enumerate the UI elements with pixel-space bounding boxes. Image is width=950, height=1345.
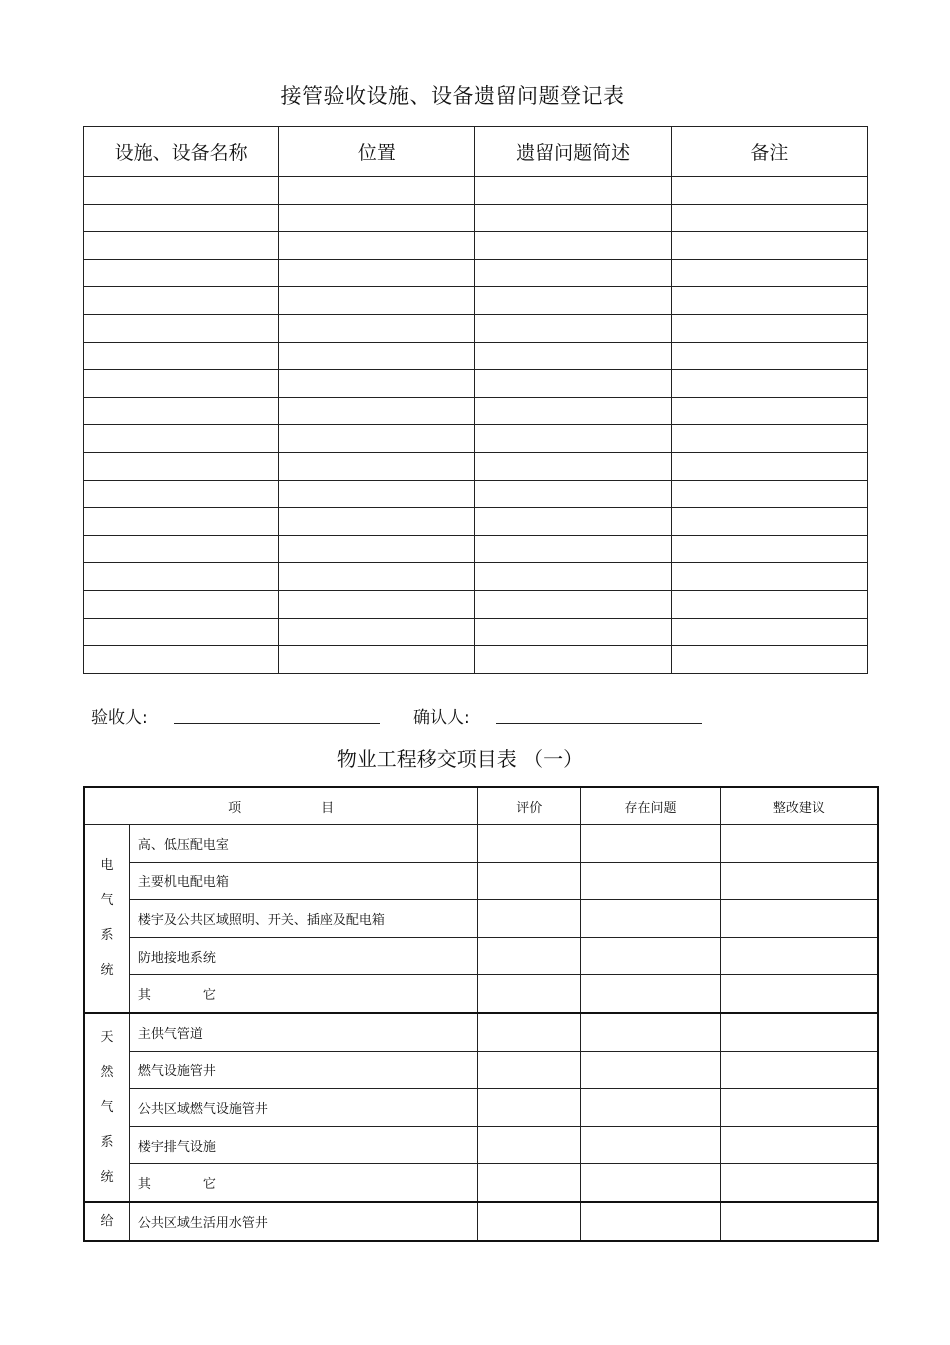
table-cell[interactable]	[279, 452, 475, 480]
table-cell[interactable]	[671, 204, 867, 232]
table-cell[interactable]	[84, 618, 279, 646]
suggestions-cell[interactable]	[720, 900, 878, 938]
problems-cell[interactable]	[581, 862, 721, 900]
table-row	[84, 975, 878, 1013]
category-cell	[84, 825, 129, 1013]
table-cell[interactable]	[671, 590, 867, 618]
table-cell[interactable]	[279, 232, 475, 260]
table-cell[interactable]	[279, 590, 475, 618]
table-cell[interactable]	[475, 590, 671, 618]
suggestions-cell[interactable]	[720, 825, 878, 863]
table-cell[interactable]	[279, 480, 475, 508]
table-cell[interactable]	[279, 563, 475, 591]
item-label: 公共区域生活用水管井	[129, 1202, 477, 1241]
table-cell[interactable]	[279, 397, 475, 425]
inspector-label: 验收人:	[91, 708, 148, 728]
inspector-signature-line[interactable]	[174, 723, 380, 724]
table-cell[interactable]	[84, 646, 279, 674]
header-location: 位置	[279, 127, 475, 177]
suggestions-cell[interactable]	[720, 1051, 878, 1089]
suggestions-cell[interactable]	[720, 1164, 878, 1202]
table-row	[84, 480, 868, 508]
table-cell[interactable]	[475, 535, 671, 563]
table-row	[84, 508, 868, 536]
table-cell[interactable]	[84, 590, 279, 618]
table-row	[84, 1202, 878, 1241]
confirmer-signature-line[interactable]	[496, 723, 702, 724]
table-cell[interactable]	[279, 508, 475, 536]
table-cell[interactable]	[84, 480, 279, 508]
table-row	[84, 1013, 878, 1051]
evaluation-cell[interactable]	[478, 1164, 581, 1202]
table-cell[interactable]	[279, 259, 475, 287]
table-row	[84, 259, 868, 287]
table-cell[interactable]	[475, 508, 671, 536]
table-cell[interactable]	[279, 370, 475, 398]
header-evaluation: 评价	[478, 787, 581, 825]
handover-items-table	[83, 786, 879, 1242]
table-cell[interactable]	[84, 259, 279, 287]
table-row	[84, 232, 868, 260]
suggestions-cell[interactable]	[720, 1202, 878, 1241]
table-cell[interactable]	[475, 452, 671, 480]
problems-cell[interactable]	[581, 1013, 721, 1051]
header-problems: 存在问题	[581, 787, 721, 825]
problems-cell[interactable]	[581, 900, 721, 938]
defect-register-table	[83, 126, 868, 674]
table-cell[interactable]	[84, 425, 279, 453]
table-cell[interactable]	[671, 618, 867, 646]
header-facility-name: 设施、设备名称	[84, 127, 279, 177]
header-issue-description: 遗留问题简述	[475, 127, 671, 177]
table-row	[84, 900, 878, 938]
table-cell[interactable]	[475, 370, 671, 398]
problems-cell[interactable]	[581, 1202, 721, 1241]
problems-cell[interactable]	[581, 1089, 721, 1127]
table-cell[interactable]	[475, 563, 671, 591]
table-row	[84, 177, 868, 205]
table-row	[84, 1164, 878, 1202]
category-char: 气	[100, 1099, 114, 1115]
item-label: 高、低压配电室	[129, 825, 477, 863]
table-row	[84, 204, 868, 232]
evaluation-cell[interactable]	[478, 975, 581, 1013]
evaluation-cell[interactable]	[478, 937, 581, 975]
table-row	[84, 397, 868, 425]
table-cell[interactable]	[279, 425, 475, 453]
table-cell[interactable]	[671, 397, 867, 425]
table-cell[interactable]	[84, 397, 279, 425]
table-cell[interactable]	[84, 452, 279, 480]
header-suggestions: 整改建议	[720, 787, 878, 825]
problems-cell[interactable]	[581, 825, 721, 863]
table-cell[interactable]	[475, 397, 671, 425]
category-cell	[84, 1202, 129, 1241]
table-row	[84, 1089, 878, 1127]
table-header-row	[84, 127, 868, 177]
suggestions-cell[interactable]	[720, 937, 878, 975]
table-cell[interactable]	[671, 370, 867, 398]
table-cell[interactable]	[671, 314, 867, 342]
table-cell[interactable]	[475, 314, 671, 342]
table-row	[84, 862, 878, 900]
table-row	[84, 452, 868, 480]
table-cell[interactable]	[475, 232, 671, 260]
table-row	[84, 563, 868, 591]
evaluation-cell[interactable]	[478, 1089, 581, 1127]
table-cell[interactable]	[84, 563, 279, 591]
category-char: 然	[100, 1064, 114, 1080]
category-char: 电	[100, 858, 114, 874]
table-cell[interactable]	[475, 342, 671, 370]
item-label: 其 它	[129, 975, 477, 1013]
table-row	[84, 1051, 878, 1089]
table-cell[interactable]	[671, 259, 867, 287]
category-char: 天	[100, 1029, 114, 1045]
problems-cell[interactable]	[581, 937, 721, 975]
table-row	[84, 425, 868, 453]
evaluation-cell[interactable]	[478, 1126, 581, 1164]
table-cell[interactable]	[671, 177, 867, 205]
table-cell[interactable]	[279, 618, 475, 646]
category-char: 系	[100, 1134, 114, 1150]
table-cell[interactable]	[671, 480, 867, 508]
problems-cell[interactable]	[581, 975, 721, 1013]
table-row	[84, 314, 868, 342]
table-cell[interactable]	[475, 287, 671, 315]
table-cell[interactable]	[84, 232, 279, 260]
table-row	[84, 535, 868, 563]
evaluation-cell[interactable]	[478, 862, 581, 900]
table-cell[interactable]	[475, 646, 671, 674]
header-item-part1: 项	[228, 800, 242, 816]
problems-cell[interactable]	[581, 1051, 721, 1089]
table-cell[interactable]	[671, 342, 867, 370]
table-cell[interactable]	[671, 563, 867, 591]
table-row	[84, 1126, 878, 1164]
form2-title: 物业工程移交项目表 （一）	[336, 747, 584, 771]
table-cell[interactable]	[475, 425, 671, 453]
table-row	[84, 590, 868, 618]
table-body	[84, 177, 868, 674]
evaluation-cell[interactable]	[478, 825, 581, 863]
table-cell[interactable]	[84, 370, 279, 398]
problems-cell[interactable]	[581, 1126, 721, 1164]
table-cell[interactable]	[475, 259, 671, 287]
category-char: 给	[100, 1213, 114, 1229]
form1-title: 接管验收设施、设备遗留问题登记表	[280, 84, 625, 108]
table-cell[interactable]	[279, 287, 475, 315]
confirmer-label: 确认人:	[413, 708, 470, 728]
table-cell[interactable]	[475, 618, 671, 646]
category-char: 统	[100, 963, 114, 979]
table-cell[interactable]	[279, 342, 475, 370]
table-cell[interactable]	[279, 646, 475, 674]
table-cell[interactable]	[671, 287, 867, 315]
table-cell[interactable]	[279, 204, 475, 232]
suggestions-cell[interactable]	[720, 1126, 878, 1164]
table-body	[84, 825, 878, 1241]
table-cell[interactable]	[84, 535, 279, 563]
table-row	[84, 370, 868, 398]
table-cell[interactable]	[84, 177, 279, 205]
table-header-row	[84, 787, 878, 825]
evaluation-cell[interactable]	[478, 1013, 581, 1051]
item-label: 楼宇及公共区域照明、开关、插座及配电箱	[129, 900, 477, 938]
table-cell[interactable]	[279, 314, 475, 342]
table-cell[interactable]	[671, 452, 867, 480]
category-char: 气	[100, 893, 114, 909]
table-row	[84, 937, 878, 975]
category-cell	[84, 1013, 129, 1202]
table-row	[84, 646, 868, 674]
item-label: 主供气管道	[129, 1013, 477, 1051]
header-remarks: 备注	[671, 127, 867, 177]
table-row	[84, 825, 878, 863]
table-cell[interactable]	[671, 508, 867, 536]
item-label: 防地接地系统	[129, 937, 477, 975]
table-cell[interactable]	[475, 177, 671, 205]
category-char: 统	[100, 1169, 114, 1185]
evaluation-cell[interactable]	[478, 900, 581, 938]
evaluation-cell[interactable]	[478, 1202, 581, 1241]
table-cell[interactable]	[671, 425, 867, 453]
header-item-part2: 目	[321, 800, 335, 816]
table-cell[interactable]	[475, 204, 671, 232]
table-cell[interactable]	[84, 342, 279, 370]
suggestions-cell[interactable]	[720, 1089, 878, 1127]
header-item	[84, 787, 478, 825]
suggestions-cell[interactable]	[720, 975, 878, 1013]
table-cell[interactable]	[279, 177, 475, 205]
table-cell[interactable]	[671, 646, 867, 674]
table-row	[84, 342, 868, 370]
table-row	[84, 287, 868, 315]
table-cell[interactable]	[671, 232, 867, 260]
table-cell[interactable]	[84, 508, 279, 536]
table-cell[interactable]	[671, 535, 867, 563]
suggestions-cell[interactable]	[720, 862, 878, 900]
table-row	[84, 618, 868, 646]
item-label: 楼宇排气设施	[129, 1126, 477, 1164]
table-cell[interactable]	[475, 480, 671, 508]
table-cell[interactable]	[84, 287, 279, 315]
item-label: 主要机电配电箱	[129, 862, 477, 900]
item-label: 其 它	[129, 1164, 477, 1202]
item-label: 公共区域燃气设施管井	[129, 1089, 477, 1127]
item-label: 燃气设施管井	[129, 1051, 477, 1089]
table-cell[interactable]	[279, 535, 475, 563]
table-cell[interactable]	[84, 204, 279, 232]
suggestions-cell[interactable]	[720, 1013, 878, 1051]
problems-cell[interactable]	[581, 1164, 721, 1202]
evaluation-cell[interactable]	[478, 1051, 581, 1089]
category-char: 系	[100, 928, 114, 944]
table-cell[interactable]	[84, 314, 279, 342]
